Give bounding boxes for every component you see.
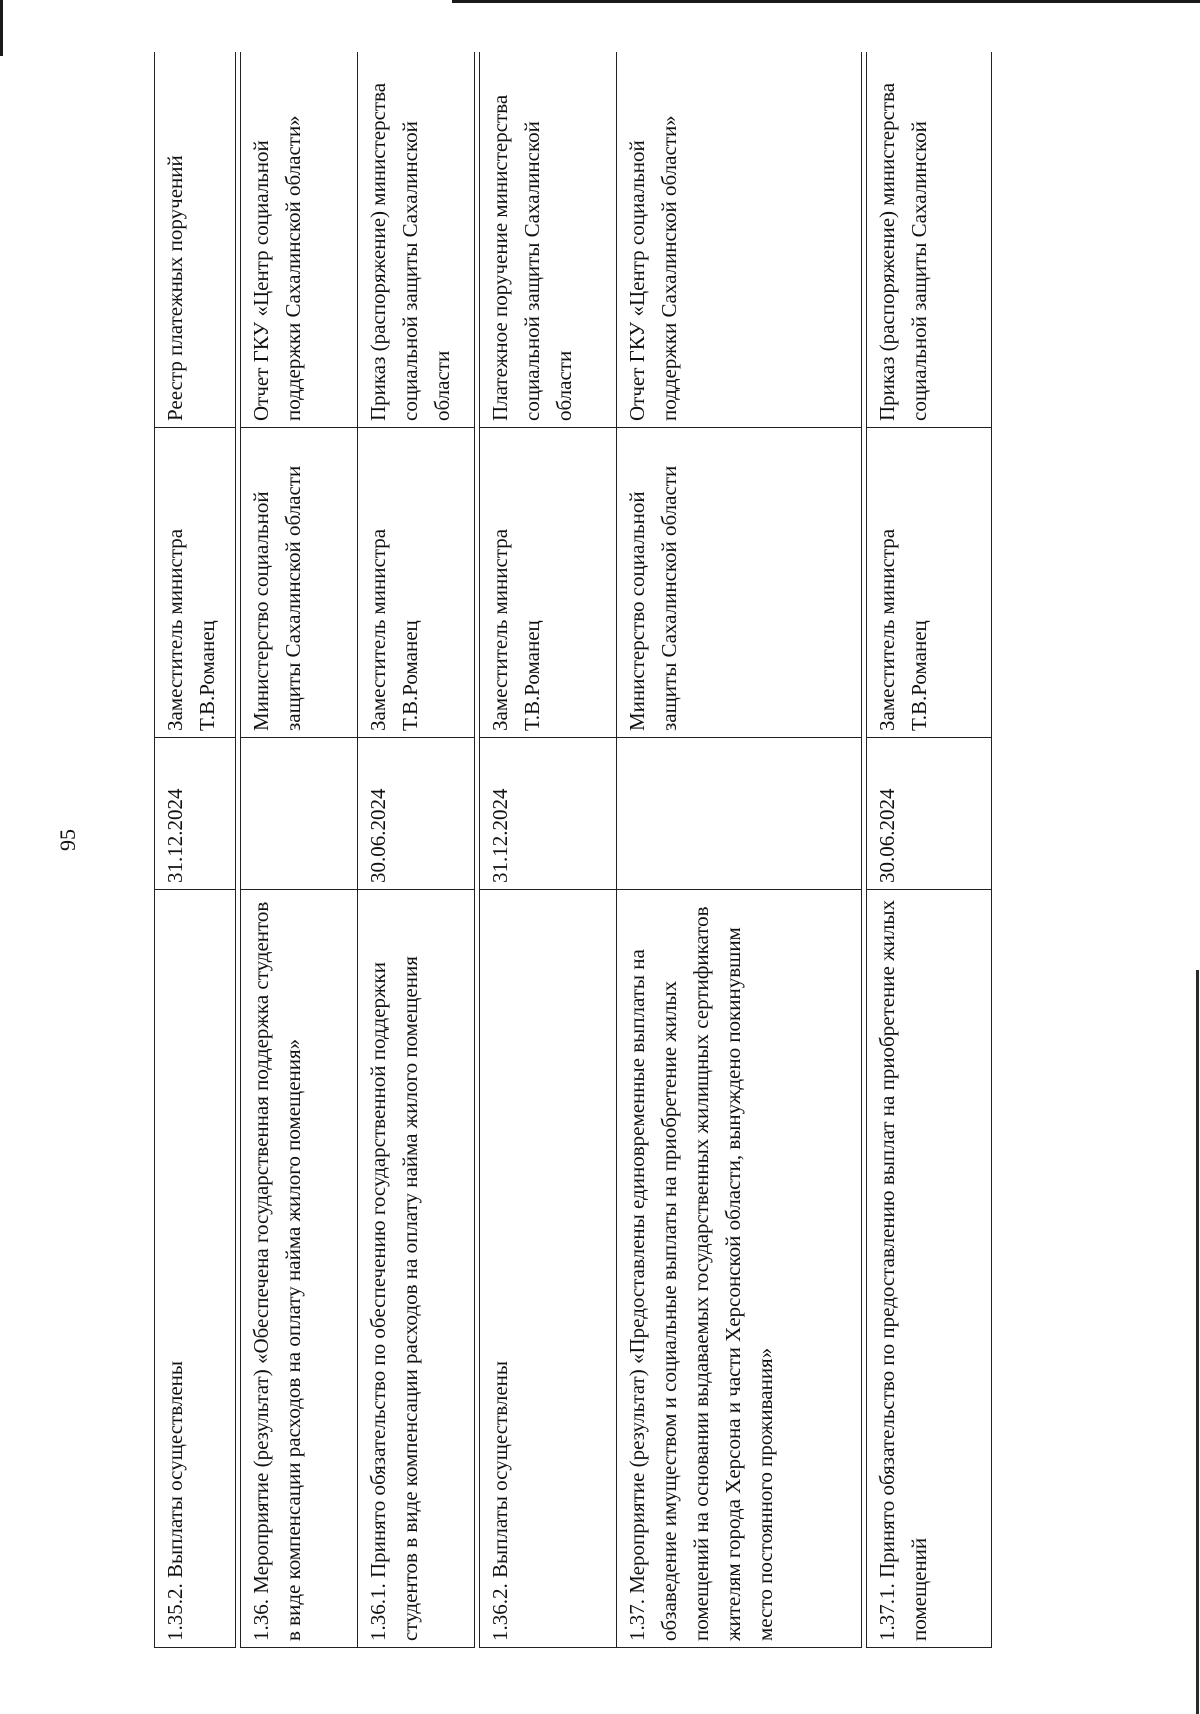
document-cell: Реестр платежных поручений <box>155 52 236 428</box>
responsible-cell: Министерство социальной защиты Сахалинской области <box>241 428 358 738</box>
document-cell: Отчет ГКУ «Центр социальной поддержки Сахалинской области» <box>617 52 862 428</box>
table-row <box>241 52 358 1648</box>
activity-name-cell: 1.36. Мероприятие (результат) «Обеспечена государственная поддержка студентов в виде компенсации расходов на оплату найма жилого помещения» <box>241 890 358 1648</box>
responsible-cell: Заместитель министра Т.В.Романец <box>358 428 475 738</box>
activity-name-cell: 1.36.2. Выплаты осуществлены <box>480 890 617 1648</box>
table-row <box>480 52 617 1648</box>
document-cell: Приказ (распоряжение) министерства социальной защиты Сахалинской <box>867 52 992 428</box>
scan-border-top <box>452 0 1200 3</box>
document-cell: Приказ (распоряжение) министерства социальной защиты Сахалинской области <box>358 52 475 428</box>
table-container <box>154 52 1082 1648</box>
scan-border-right <box>1196 970 1199 1714</box>
activity-name-cell: 1.37.1. Принято обязательство по предоставлению выплат на приобретение жилых помещений <box>867 890 992 1648</box>
document-cell: Отчет ГКУ «Центр социальной поддержки Сахалинской области» <box>241 52 358 428</box>
responsible-cell: Заместитель министра Т.В.Романец <box>480 428 617 738</box>
rotated-page-content <box>154 52 1082 1648</box>
document-cell: Платежное поручение министерства социальной защиты Сахалинской области <box>480 52 617 428</box>
responsible-cell: Министерство социальной защиты Сахалинской области <box>617 428 862 738</box>
table-row <box>617 52 862 1648</box>
table-row <box>155 52 236 1648</box>
responsible-cell: Заместитель министра Т.В.Романец <box>867 428 992 738</box>
deadline-cell <box>617 738 862 890</box>
deadline-cell <box>241 738 358 890</box>
activity-name-cell: 1.36.1. Принято обязательство по обеспечению государственной поддержки студентов в виде компенсации расходов на оплату найма жилого помещения <box>358 890 475 1648</box>
responsible-cell: Заместитель министра Т.В.Романец <box>155 428 236 738</box>
activities-table <box>154 52 992 1648</box>
activity-name-cell: 1.37. Мероприятие (результат) «Предоставлены единовременные выплаты на обзаведение имуществом и социальные выплаты на приобретение жилых помещений на основании выдаваемых государственных жилищных сертификатов жителям города Херсона и части Херсонской области, вынуждено покинувшим место постоянного проживания» <box>617 890 862 1648</box>
deadline-cell: 30.06.2024 <box>358 738 475 890</box>
deadline-cell: 31.12.2024 <box>480 738 617 890</box>
table-row <box>867 52 992 1648</box>
activity-name-cell: 1.35.2. Выплаты осуществлены <box>155 890 236 1648</box>
deadline-cell: 31.12.2024 <box>155 738 236 890</box>
deadline-cell: 30.06.2024 <box>867 738 992 890</box>
table-row <box>358 52 475 1648</box>
scan-border-left <box>0 0 3 56</box>
page-number: 95 <box>55 829 80 851</box>
